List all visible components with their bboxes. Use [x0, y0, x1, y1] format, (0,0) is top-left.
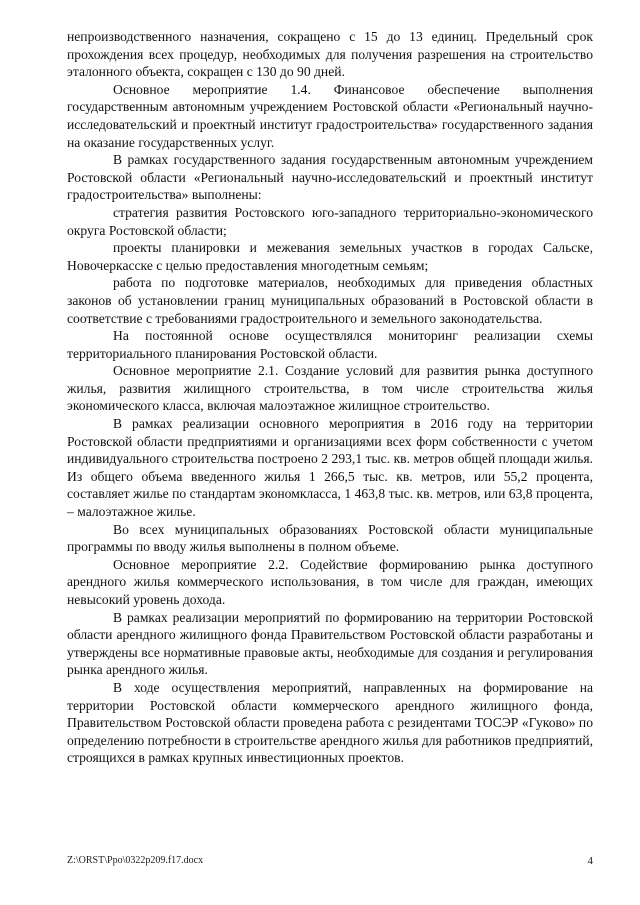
document-body [67, 28, 593, 767]
paragraph: проекты планировки и межевания земельных участков в городах Сальске, Новочеркасске с целью предоставления многодетным семьям; [67, 240, 593, 273]
paragraph: стратегия развития Ростовского юго-западного территориально-экономического округа Ростовской области; [67, 204, 593, 238]
paragraph: Основное мероприятие 2.1. Создание условий для развития рынка доступного жилья, развития жилищного строительства, в том числе строительства жилья экономического класса, включая малоэтажное жилищное строительство. [67, 363, 593, 414]
paragraph: Основное мероприятие 2.2. Содействие формированию рынка доступного арендного жилья коммерческого использования, в том числе для граждан, имеющих невысокий уровень дохода. [67, 556, 593, 607]
paragraph: работа по подготовке материалов, необходимых для приведения областных законов об установлении границ муниципальных образований в Ростовской области в соответствие с требованиями градостроительного и земельного законодательства. [67, 275, 593, 326]
paragraph: На постоянной основе осуществлялся мониторинг реализации схемы территориального планирования Ростовской области. [67, 328, 593, 361]
paragraph: Основное мероприятие 1.4. Финансовое обеспечение выполнения государственным автономным учреждением Ростовской области «Региональный научно-исследовательский и проектный институт градостроительства» государственного задания на оказание государственных услуг. [67, 81, 593, 150]
paragraph: непроизводственного назначения, сокращено с 15 до 13 единиц. Предельный срок прохождения всех процедур, необходимых для получения разрешения на строительство эталонного объекта, сокращен с 130 до 90 дней. [67, 29, 593, 80]
page-number: 4 [587, 855, 593, 867]
paragraph: Во всех муниципальных образованиях Ростовской области муниципальные программы по вводу жилья выполнены в полном объеме. [67, 521, 593, 555]
paragraph: В рамках государственного задания государственным автономным учреждением Ростовской области «Региональный научно-исследовательский и проектный институт градостроительства» выполнены: [67, 152, 593, 203]
file-path: Z:\ORST\Ppo\0322p209.f17.docx [67, 855, 204, 866]
paragraph: В рамках реализации основного мероприятия в 2016 году на территории Ростовской области предприятиями и организациями всех форм собственности с учетом индивидуального строительства построено 2 293,1 тыс. кв. метров общей площади жилья. Из общего объема введенного жилья 1 266,5 тыс. кв. метров, или 55,2 процента, составляет жилье по стандартам экономкласса, 1 463,8 тыс. кв. метров, или 63,8 процента, – малоэтажное жилье. [67, 416, 593, 520]
paragraph: В ходе осуществления мероприятий, направленных на формирование на территории Ростовской области коммерческого арендного жилищного фонда, Правительством Ростовской области проведена работа с резидентами ТОСЭР «Гуково» по определению потребности в строительстве арендного жилья для работников предприятий, строящихся в рамках крупных инвестиционных проектов. [67, 679, 593, 766]
paragraph: В рамках реализации мероприятий по формированию на территории Ростовской области арендного жилищного фонда Правительством Ростовской области разработаны и утверждены все нормативные правовые акты, необходимые для создания и регулирования рынка арендного жилья. [67, 609, 593, 678]
